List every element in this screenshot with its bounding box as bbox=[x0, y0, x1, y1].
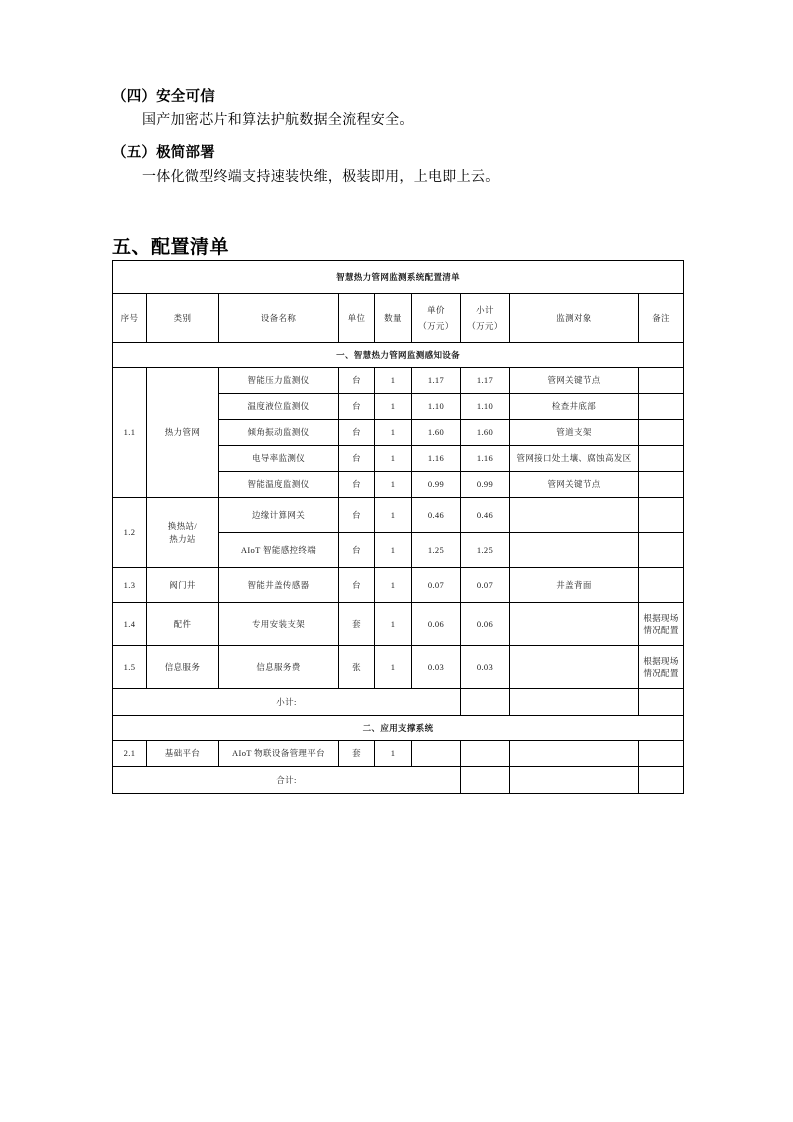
cell-price: 0.06 bbox=[412, 603, 461, 646]
cell-subtotal: 0.46 bbox=[461, 498, 510, 533]
column-header-category: 类别 bbox=[147, 294, 219, 343]
cell-remark bbox=[639, 533, 684, 568]
cell-unit: 套 bbox=[339, 603, 375, 646]
cell-device-name: 信息服务费 bbox=[219, 646, 339, 689]
cell-remark bbox=[639, 568, 684, 603]
cell-device-name: 温度液位监测仪 bbox=[219, 394, 339, 420]
cell-remark bbox=[639, 394, 684, 420]
cell-no: 1.3 bbox=[113, 568, 147, 603]
cell-no: 1.2 bbox=[113, 498, 147, 568]
cell-quantity: 1 bbox=[375, 446, 412, 472]
cell-device-name: AIoT 物联设备管理平台 bbox=[219, 741, 339, 767]
cell-price: 0.07 bbox=[412, 568, 461, 603]
cell-unit: 张 bbox=[339, 646, 375, 689]
cell-unit: 台 bbox=[339, 368, 375, 394]
cell-price: 0.46 bbox=[412, 498, 461, 533]
configuration-table bbox=[112, 260, 684, 794]
cell-quantity: 1 bbox=[375, 603, 412, 646]
table-row bbox=[113, 741, 684, 767]
cell-monitor-object bbox=[510, 533, 639, 568]
table-title-row bbox=[113, 261, 684, 294]
column-header-quantity: 数量 bbox=[375, 294, 412, 343]
cell-unit: 台 bbox=[339, 394, 375, 420]
paragraph-section-five: 一体化微型终端支持速装快维，极装即用，上电即上云。 bbox=[142, 169, 500, 185]
page-title: 五、配置清单 bbox=[112, 237, 230, 258]
cell-category-line2: 热力站 bbox=[169, 533, 196, 544]
cell-remark bbox=[639, 498, 684, 533]
cell-unit: 套 bbox=[339, 741, 375, 767]
subtotal-remark bbox=[639, 689, 684, 716]
cell-subtotal: 1.16 bbox=[461, 446, 510, 472]
cell-device-name: 倾角振动监测仪 bbox=[219, 420, 339, 446]
column-header-subtotal-unit: （万元） bbox=[467, 321, 503, 331]
cell-category: 热力管网 bbox=[147, 368, 219, 498]
cell-subtotal: 0.06 bbox=[461, 603, 510, 646]
subtotal-object bbox=[510, 689, 639, 716]
subtotal-row bbox=[113, 689, 684, 716]
cell-quantity: 1 bbox=[375, 533, 412, 568]
cell-category: 配件 bbox=[147, 603, 219, 646]
cell-subtotal: 1.17 bbox=[461, 368, 510, 394]
cell-unit: 台 bbox=[339, 498, 375, 533]
cell-no: 2.1 bbox=[113, 741, 147, 767]
table-row bbox=[113, 368, 684, 394]
cell-subtotal: 0.03 bbox=[461, 646, 510, 689]
cell-subtotal: 0.07 bbox=[461, 568, 510, 603]
cell-subtotal bbox=[461, 741, 510, 767]
cell-quantity: 1 bbox=[375, 394, 412, 420]
cell-subtotal: 1.25 bbox=[461, 533, 510, 568]
cell-remark-line1: 根据现场 bbox=[643, 655, 679, 666]
cell-device-name: AIoT 智能感控终端 bbox=[219, 533, 339, 568]
cell-price: 1.16 bbox=[412, 446, 461, 472]
cell-price bbox=[412, 741, 461, 767]
column-header-subtotal bbox=[461, 294, 510, 343]
column-header-device-name: 设备名称 bbox=[219, 294, 339, 343]
cell-monitor-object bbox=[510, 498, 639, 533]
cell-price: 1.60 bbox=[412, 420, 461, 446]
cell-monitor-object: 管网接口处土壤、腐蚀高发区 bbox=[510, 446, 639, 472]
cell-no: 1.5 bbox=[113, 646, 147, 689]
cell-monitor-object: 管道支架 bbox=[510, 420, 639, 446]
cell-remark bbox=[639, 646, 684, 689]
cell-price: 0.99 bbox=[412, 472, 461, 498]
cell-category: 信息服务 bbox=[147, 646, 219, 689]
column-header-price-label: 单价 bbox=[427, 304, 445, 315]
cell-quantity: 1 bbox=[375, 646, 412, 689]
group-header-application-platform: 二、应用支撑系统 bbox=[113, 716, 684, 741]
cell-price: 1.10 bbox=[412, 394, 461, 420]
cell-monitor-object: 检查井底部 bbox=[510, 394, 639, 420]
cell-unit: 台 bbox=[339, 472, 375, 498]
cell-price: 1.25 bbox=[412, 533, 461, 568]
heading-section-four: （四）安全可信 bbox=[112, 89, 215, 105]
total-label: 合计: bbox=[113, 767, 461, 794]
table-header-row bbox=[113, 294, 684, 343]
cell-remark bbox=[639, 472, 684, 498]
cell-monitor-object bbox=[510, 741, 639, 767]
table-title: 智慧热力管网监测系统配置清单 bbox=[113, 261, 684, 294]
prose-section bbox=[112, 86, 684, 189]
cell-remark bbox=[639, 741, 684, 767]
cell-monitor-object: 井盖背面 bbox=[510, 568, 639, 603]
column-header-remark: 备注 bbox=[639, 294, 684, 343]
column-header-unit: 单位 bbox=[339, 294, 375, 343]
subtotal-value bbox=[461, 689, 510, 716]
cell-quantity: 1 bbox=[375, 568, 412, 603]
cell-subtotal: 1.10 bbox=[461, 394, 510, 420]
cell-unit: 台 bbox=[339, 446, 375, 472]
cell-monitor-object: 管网关键节点 bbox=[510, 368, 639, 394]
column-header-no: 序号 bbox=[113, 294, 147, 343]
cell-remark-line2: 情况配置 bbox=[643, 625, 679, 635]
cell-device-name: 专用安装支架 bbox=[219, 603, 339, 646]
total-object bbox=[510, 767, 639, 794]
total-remark bbox=[639, 767, 684, 794]
heading-section-five: （五）极简部署 bbox=[112, 145, 215, 162]
group-header-row-1 bbox=[113, 343, 684, 368]
cell-price: 0.03 bbox=[412, 646, 461, 689]
cell-device-name: 智能温度监测仪 bbox=[219, 472, 339, 498]
table-row bbox=[113, 568, 684, 603]
cell-no: 1.1 bbox=[113, 368, 147, 498]
group-header-row-2 bbox=[113, 716, 684, 741]
cell-quantity: 1 bbox=[375, 741, 412, 767]
cell-unit: 台 bbox=[339, 420, 375, 446]
cell-remark bbox=[639, 420, 684, 446]
configuration-table-wrapper bbox=[112, 260, 683, 794]
cell-monitor-object bbox=[510, 646, 639, 689]
column-header-subtotal-label: 小计 bbox=[476, 304, 494, 315]
cell-price: 1.17 bbox=[412, 368, 461, 394]
cell-remark-line1: 根据现场 bbox=[643, 612, 679, 623]
cell-remark bbox=[639, 368, 684, 394]
cell-device-name: 电导率监测仪 bbox=[219, 446, 339, 472]
group-header-sensing-equipment: 一、智慧热力管网监测感知设备 bbox=[113, 343, 684, 368]
cell-remark-line2: 情况配置 bbox=[643, 668, 679, 678]
cell-quantity: 1 bbox=[375, 472, 412, 498]
total-row bbox=[113, 767, 684, 794]
cell-device-name: 边缘计算网关 bbox=[219, 498, 339, 533]
column-header-price-unit: （万元） bbox=[418, 321, 454, 331]
cell-device-name: 智能井盖传感器 bbox=[219, 568, 339, 603]
cell-unit: 台 bbox=[339, 568, 375, 603]
cell-quantity: 1 bbox=[375, 368, 412, 394]
cell-subtotal: 0.99 bbox=[461, 472, 510, 498]
total-value bbox=[461, 767, 510, 794]
paragraph-section-four: 国产加密芯片和算法护航数据全流程安全。 bbox=[142, 113, 414, 129]
column-header-price bbox=[412, 294, 461, 343]
cell-remark bbox=[639, 603, 684, 646]
cell-quantity: 1 bbox=[375, 420, 412, 446]
table-row bbox=[113, 646, 684, 689]
cell-remark bbox=[639, 446, 684, 472]
cell-unit: 台 bbox=[339, 533, 375, 568]
cell-device-name: 智能压力监测仪 bbox=[219, 368, 339, 394]
cell-subtotal: 1.60 bbox=[461, 420, 510, 446]
table-row bbox=[113, 498, 684, 533]
subtotal-label: 小计: bbox=[113, 689, 461, 716]
cell-category: 阀门井 bbox=[147, 568, 219, 603]
cell-quantity: 1 bbox=[375, 498, 412, 533]
cell-category: 基础平台 bbox=[147, 741, 219, 767]
cell-monitor-object: 管网关键节点 bbox=[510, 472, 639, 498]
cell-no: 1.4 bbox=[113, 603, 147, 646]
cell-category-line1: 换热站/ bbox=[167, 521, 198, 532]
table-row bbox=[113, 603, 684, 646]
cell-monitor-object bbox=[510, 603, 639, 646]
column-header-monitor-object: 监测对象 bbox=[510, 294, 639, 343]
cell-category bbox=[147, 498, 219, 568]
